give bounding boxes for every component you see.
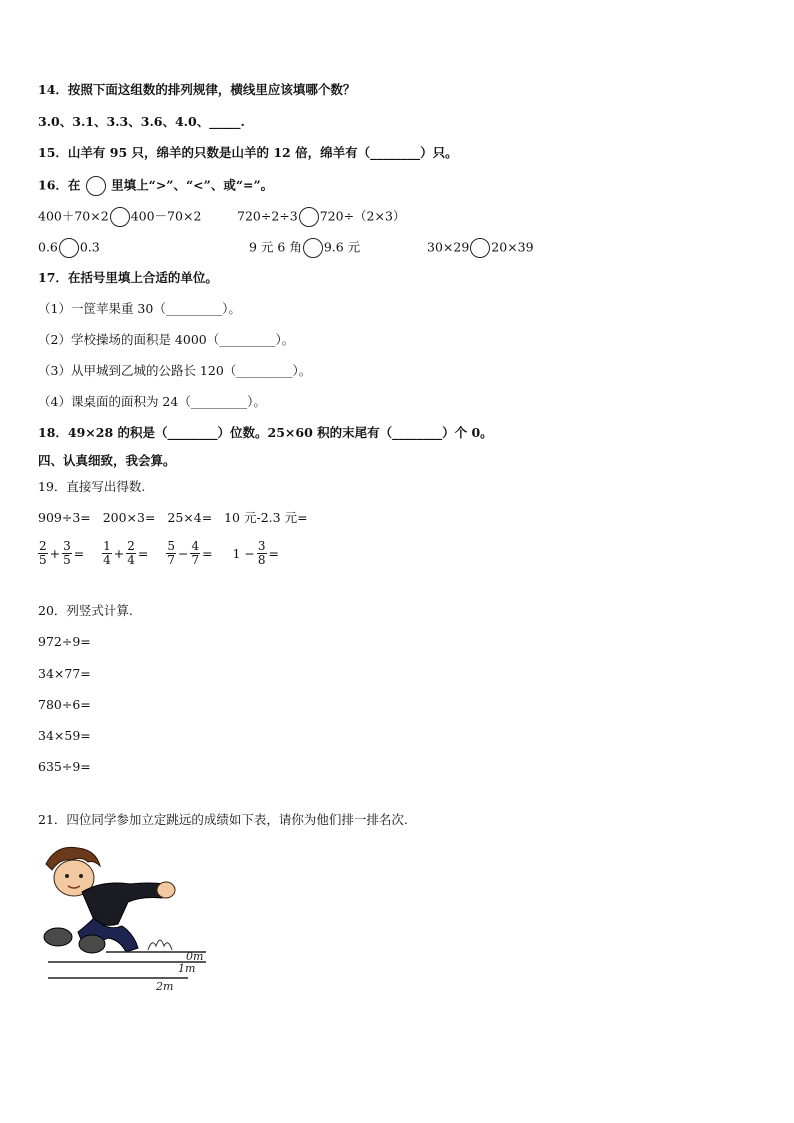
q16-stem-a: 16．在 xyxy=(38,177,81,193)
q19-frac-expr-2: $\frac{1}{4}$ + $\frac{2}{4}$ = xyxy=(103,539,149,567)
q19-stem: 19．直接写出得数. xyxy=(38,479,146,494)
fraction: $\frac{1}{4}$ xyxy=(103,539,111,567)
q15-text: 15．山羊有 95 只，绵羊的只数是山羊的 12 倍，绵羊有（________）只。 xyxy=(38,145,458,160)
fraction: $\frac{3}{5}$ xyxy=(63,539,71,567)
q17-item-3: （3）从甲城到乙城的公路长 120（_________）。 xyxy=(38,363,312,378)
q16-item-2 xyxy=(237,207,405,227)
mark-0m: 0m xyxy=(186,950,204,963)
q16-item-2-right: 720÷（2×3） xyxy=(319,208,406,224)
q19-frac-expr-1: $\frac{2}{5}$ + $\frac{3}{5}$ = xyxy=(39,539,85,567)
mark-1m: 1m xyxy=(178,962,196,975)
q17-stem: 17．在括号里填上合适的单位。 xyxy=(38,270,218,285)
q16-item-5 xyxy=(427,238,534,258)
q19-frac-expr-4: 1 − $\frac{3}{8}$ = xyxy=(232,539,280,567)
long-jump-illustration xyxy=(38,842,218,992)
compare-circle-3[interactable] xyxy=(59,238,79,258)
q19-frac-expr-3: $\frac{5}{7}$ − $\frac{4}{7}$ = xyxy=(167,539,213,567)
q20-item-3: 780÷6= xyxy=(38,697,91,712)
q16-item-5-left: 30×29 xyxy=(427,239,470,255)
q20-item-5: 635÷9= xyxy=(38,759,91,774)
q16-item-1 xyxy=(38,207,201,227)
q16-item-1-right: 400－70×2 xyxy=(130,208,202,224)
q16-item-3-right: 0.3 xyxy=(79,239,100,255)
compare-circle-5[interactable] xyxy=(470,238,490,258)
q16-item-3-left: 0.6 xyxy=(38,239,58,255)
q19-calc-4: 10 元-2.3 元= xyxy=(224,510,308,525)
q18-text: 18．49×28 的积是（________）位数。25×60 积的末尾有（________）个 0。 xyxy=(38,425,493,440)
q16-item-4 xyxy=(249,238,360,258)
q14-sequence: 3.0、3.1、3.3、3.6、4.0、_____. xyxy=(38,114,245,129)
q20-stem: 20．列竖式计算. xyxy=(38,603,133,618)
compare-circle-2[interactable] xyxy=(299,207,319,227)
fraction: $\frac{3}{8}$ xyxy=(257,539,266,567)
q21-stem: 21．四位同学参加立定跳远的成绩如下表，请你为他们排一排名次. xyxy=(38,812,408,827)
section-title: 四、认真细致，我会算。 xyxy=(38,453,176,468)
q16-stem-b: 里填上“>”、“<”、或“=”。 xyxy=(111,177,274,193)
compare-circle-4[interactable] xyxy=(303,238,323,258)
fraction: $\frac{2}{4}$ xyxy=(127,539,135,567)
q19-calc-1: 909÷3= xyxy=(38,510,91,525)
q16-stem xyxy=(38,176,273,196)
q17-item-1: （1）一筐苹果重 30（_________）。 xyxy=(38,301,241,316)
q16-item-5-right: 20×39 xyxy=(491,239,534,255)
compare-circle-1[interactable] xyxy=(110,207,130,227)
q20-item-4: 34×59= xyxy=(38,728,91,743)
fraction: $\frac{5}{7}$ xyxy=(167,539,175,567)
q19-fraction-row xyxy=(38,538,281,569)
jumping-boy-icon xyxy=(38,842,218,992)
q19-calc-3: 25×4= xyxy=(167,510,213,525)
q16-item-1-left: 400＋70×2 xyxy=(38,208,109,224)
q16-item-4-left: 9 元 6 角 xyxy=(249,239,302,255)
q20-item-2: 34×77= xyxy=(38,666,91,681)
mark-2m: 2m xyxy=(156,980,174,992)
q19-row1 xyxy=(38,510,308,526)
q17-item-2: （2）学校操场的面积是 4000（_________）。 xyxy=(38,332,295,347)
q16-item-4-right: 9.6 元 xyxy=(323,239,361,255)
compare-circle-icon xyxy=(86,176,106,196)
fraction: $\frac{2}{5}$ xyxy=(39,539,47,567)
q16-item-3 xyxy=(38,238,100,258)
q16-item-2-left: 720÷2÷3 xyxy=(237,208,298,224)
q14-stem: 14．按照下面这组数的排列规律，横线里应该填哪个数？ xyxy=(38,82,356,97)
q17-item-4: （4）课桌面的面积为 24（_________）。 xyxy=(38,394,266,409)
q20-item-1: 972÷9= xyxy=(38,634,91,649)
q19-calc-2: 200×3= xyxy=(102,510,156,525)
fraction: $\frac{4}{7}$ xyxy=(191,539,200,567)
